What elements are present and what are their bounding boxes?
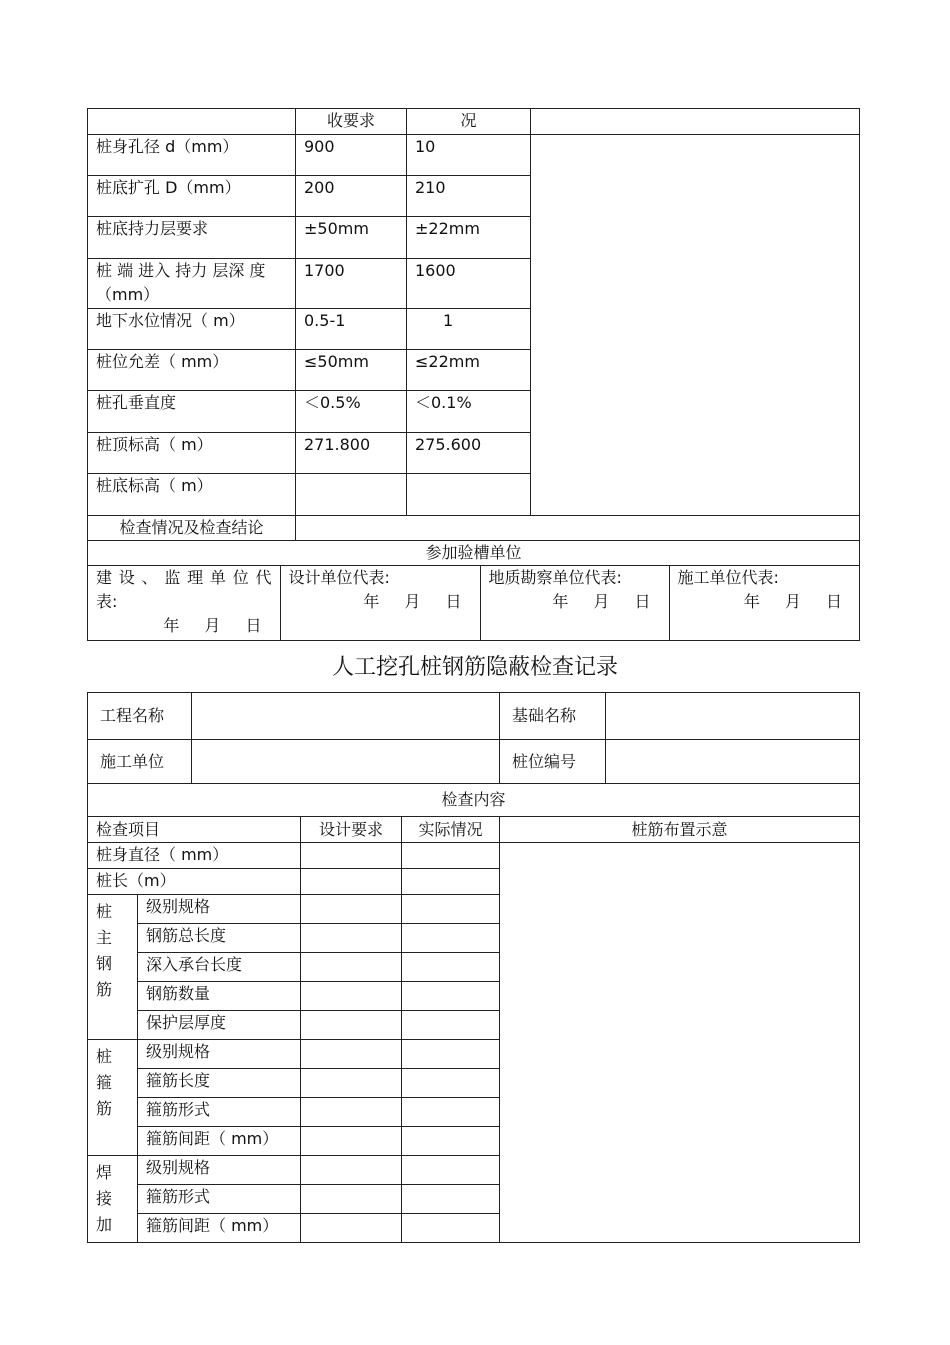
design-value-field[interactable]: [301, 1098, 402, 1127]
actual-value: 1600: [407, 259, 531, 309]
design-value-field[interactable]: [301, 1069, 402, 1098]
inspection-content-title: 检查内容: [88, 784, 860, 817]
header-cell: [88, 109, 296, 135]
group-stirrup: [88, 1040, 138, 1156]
pile-number-field[interactable]: [606, 740, 860, 784]
check-item: 箍筋间距（ mm）: [138, 1127, 301, 1156]
check-item: 级别规格: [138, 1156, 301, 1185]
check-item: 桩顶标高（ m）: [88, 433, 296, 474]
signature-date: 年 月 日: [163, 616, 272, 635]
actual-value: 10: [407, 135, 531, 176]
design-value-field[interactable]: [301, 869, 402, 895]
signature-label: 建 设 、 监 理 单 位 代 表:: [96, 568, 272, 611]
group-welded: [88, 1156, 138, 1243]
check-item: 箍筋长度: [138, 1069, 301, 1098]
design-value-field[interactable]: [301, 1156, 402, 1185]
check-item: 桩底持力层要求: [88, 217, 296, 259]
signature-design-unit: [280, 566, 480, 640]
check-item: 桩长（m）: [88, 869, 301, 895]
design-value-field[interactable]: [301, 982, 402, 1011]
conclusion-field[interactable]: [296, 516, 860, 541]
actual-value-field[interactable]: [402, 1098, 500, 1127]
col-actual-condition: 实际情况: [402, 817, 500, 843]
group-char: 筋: [96, 980, 113, 999]
construction-unit-field[interactable]: [192, 740, 500, 784]
col-rebar-diagram: 桩筋布置示意: [500, 817, 860, 843]
check-item: 桩 端 进入 持力 层深 度（mm）: [88, 259, 296, 309]
signature-label: 施工单位代表:: [677, 568, 779, 587]
design-value-field[interactable]: [301, 1185, 402, 1214]
signature-date: 年 月 日: [743, 592, 852, 611]
signature-construction-unit: [669, 566, 860, 640]
pile-number-label: 桩位编号: [500, 740, 606, 784]
actual-value: 1: [407, 309, 531, 350]
remarks-area: [531, 135, 860, 516]
design-value: ±50mm: [296, 217, 407, 259]
foundation-name-label: 基础名称: [500, 693, 606, 740]
conclusion-label: 检查情况及检查结论: [88, 516, 296, 541]
group-main-rebar: [88, 895, 138, 1040]
document-title: 人工挖孔桩钢筋隐蔽检查记录: [331, 655, 618, 680]
header-actual-condition: 况: [407, 109, 531, 135]
foundation-name-field[interactable]: [606, 693, 860, 740]
group-char: 焊: [96, 1163, 113, 1182]
design-value: 271.800: [296, 433, 407, 474]
col-design-requirement: 设计要求: [301, 817, 402, 843]
group-char: 桩: [96, 902, 113, 921]
actual-value-field[interactable]: [402, 1127, 500, 1156]
check-item: 桩身孔径 d（mm）: [88, 135, 296, 176]
signature-row: [88, 566, 860, 640]
actual-value-field[interactable]: [402, 1069, 500, 1098]
design-value-field[interactable]: [301, 1127, 402, 1156]
check-item: 桩底扩孔 D（mm）: [88, 176, 296, 217]
design-value: 1700: [296, 259, 407, 309]
actual-value: ≤22mm: [407, 350, 531, 391]
design-value: 900: [296, 135, 407, 176]
check-item: 钢筋数量: [138, 982, 301, 1011]
check-item: 桩身直径（ mm）: [88, 843, 301, 869]
check-item: 级别规格: [138, 1040, 301, 1069]
actual-value: [407, 474, 531, 516]
signature-date: 年 月 日: [552, 592, 661, 611]
check-item: 地下水位情况（ m）: [88, 309, 296, 350]
group-char: 接: [96, 1189, 113, 1208]
group-char: 箍: [96, 1073, 113, 1092]
rebar-inspection-table: [87, 692, 860, 1243]
actual-value-field[interactable]: [402, 895, 500, 924]
signature-label: 地质勘察单位代表:: [488, 568, 622, 587]
check-item: 级别规格: [138, 895, 301, 924]
group-char: 主: [96, 928, 113, 947]
col-check-item: 检查项目: [88, 817, 301, 843]
actual-value: ＜0.1%: [407, 391, 531, 433]
design-value-field[interactable]: [301, 1011, 402, 1040]
design-value: [296, 474, 407, 516]
check-item: 保护层厚度: [138, 1011, 301, 1040]
design-value: 0.5-1: [296, 309, 407, 350]
design-value: ≤50mm: [296, 350, 407, 391]
check-item: 深入承台长度: [138, 953, 301, 982]
check-item: 桩位允差（ mm）: [88, 350, 296, 391]
actual-value-field[interactable]: [402, 1214, 500, 1243]
group-char: 加: [96, 1215, 113, 1234]
header-cell: [531, 109, 860, 135]
signature-owner-supervisor: [88, 566, 280, 640]
design-value-field[interactable]: [301, 843, 402, 869]
design-value-field[interactable]: [301, 1040, 402, 1069]
actual-value: 210: [407, 176, 531, 217]
design-value: ＜0.5%: [296, 391, 407, 433]
design-value-field[interactable]: [301, 924, 402, 953]
group-char: 筋: [96, 1099, 113, 1118]
project-name-label: 工程名称: [88, 693, 192, 740]
actual-value-field[interactable]: [402, 1156, 500, 1185]
design-value: 200: [296, 176, 407, 217]
actual-value-field[interactable]: [402, 843, 500, 869]
check-item: 钢筋总长度: [138, 924, 301, 953]
actual-value-field[interactable]: [402, 982, 500, 1011]
actual-value-field[interactable]: [402, 1185, 500, 1214]
group-char: 桩: [96, 1047, 113, 1066]
actual-value-field[interactable]: [402, 1011, 500, 1040]
actual-value-field[interactable]: [402, 1040, 500, 1069]
check-item: 箍筋形式: [138, 1098, 301, 1127]
signature-survey-unit: [480, 566, 669, 640]
project-name-field[interactable]: [192, 693, 500, 740]
check-item: 箍筋间距（ mm）: [138, 1214, 301, 1243]
check-item: 桩底标高（ m）: [88, 474, 296, 516]
actual-value: ±22mm: [407, 217, 531, 259]
rebar-diagram-area[interactable]: [500, 843, 860, 1243]
actual-value-field[interactable]: [402, 924, 500, 953]
signature-date: 年 月 日: [363, 592, 472, 611]
actual-value-field[interactable]: [402, 869, 500, 895]
group-char: 钢: [96, 954, 113, 973]
actual-value: 275.600: [407, 433, 531, 474]
pile-hole-inspection-table: [87, 108, 860, 641]
participating-units-title: 参加验槽单位: [88, 541, 860, 566]
check-item: 箍筋形式: [138, 1185, 301, 1214]
design-value-field[interactable]: [301, 953, 402, 982]
actual-value-field[interactable]: [402, 953, 500, 982]
check-item: 桩孔垂直度: [88, 391, 296, 433]
design-value-field[interactable]: [301, 895, 402, 924]
signature-label: 设计单位代表:: [288, 568, 390, 587]
construction-unit-label: 施工单位: [88, 740, 192, 784]
header-design-requirement: 收要求: [296, 109, 407, 135]
design-value-field[interactable]: [301, 1214, 402, 1243]
